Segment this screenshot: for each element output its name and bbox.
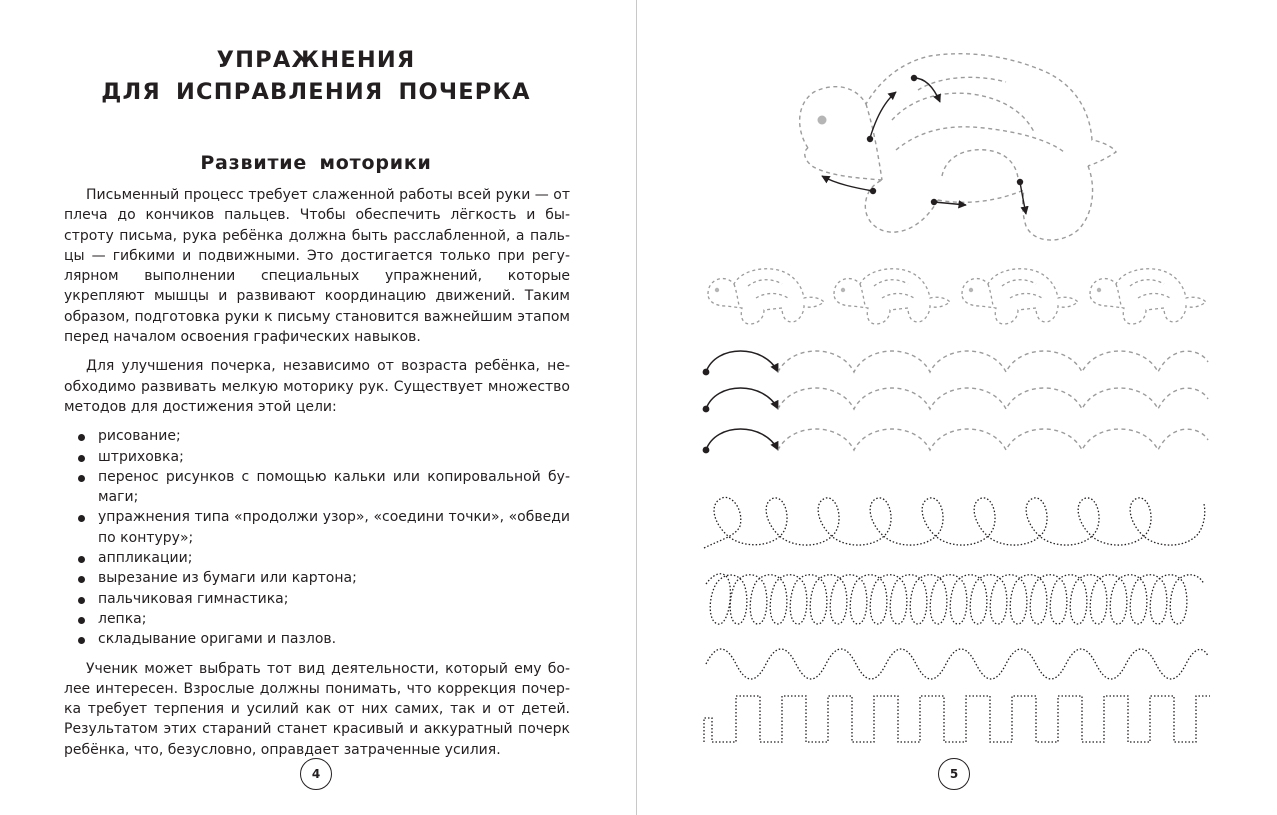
section-heading: Развитие моторики xyxy=(200,152,432,174)
list-item-text: складывание оригами и пазлов. xyxy=(98,631,337,648)
page-number-left: 4 xyxy=(300,758,332,790)
loop-row xyxy=(704,497,1205,548)
paragraph-3: Ученик может выбрать тот вид деятельности, который ему более интересен. Взрослые должны понимать, что коррекция почерка требует терпения и усилий как от них самих, так и от детей. Результатом этих стараний станет красивый и аккуратный почерк ребёнка, что, безусловно, оправдает затраченные усилия. xyxy=(64,660,570,758)
paragraph-2: Для улучшения почерка, независимо от возраста ребёнка, необходимо развивать мелкую моторику рук. Существует множество методов для достижения этой цели: xyxy=(64,358,570,415)
meander-row xyxy=(704,696,1210,742)
list-item-text: перенос рисунков с помощью кальки или копировальной бумаги; xyxy=(98,468,570,506)
list-item-text: штриховка; xyxy=(98,448,184,465)
paragraph-1: Письменный процесс требует слаженной работы всей руки — от плеча до кончиков пальцев. Чтобы обеспечить лёгкость и быстроту письма, рука ребёнка должна быть расслабленной, а пальцы — гибкими и подвижными. Это достигается только при регулярном выполнении специальных упражнений, которые укрепляют мышцы и развивают координацию движений. Таким образом, подготовка руки к письму становится важнейшим этапом перед началом освоения графических навыков. xyxy=(64,187,570,346)
list-item-text: рисование; xyxy=(98,428,181,445)
arch-rows xyxy=(703,351,1208,453)
large-turtle-trace xyxy=(800,54,1116,240)
title-line-1: УПРАЖНЕНИЯ xyxy=(216,47,416,73)
list-item-text: лепка; xyxy=(98,610,147,627)
list-item-text: пальчиковая гимнастика; xyxy=(98,590,289,607)
wave-row xyxy=(706,649,1208,679)
page-number-right: 5 xyxy=(938,758,970,790)
title-line-2: ДЛЯ ИСПРАВЛЕНИЯ ПОЧЕРКА xyxy=(101,79,531,105)
oval-loop-row xyxy=(706,574,1204,624)
list-item-text: вырезание из бумаги или картона; xyxy=(98,570,357,587)
list-item-text: упражнения типа «продолжи узор», «соедини точки», «обведи по контуру»; xyxy=(98,509,570,546)
turtle-eye-icon xyxy=(818,116,827,125)
small-turtles-row xyxy=(708,269,1206,324)
list-item-text: аппликации; xyxy=(98,550,193,567)
